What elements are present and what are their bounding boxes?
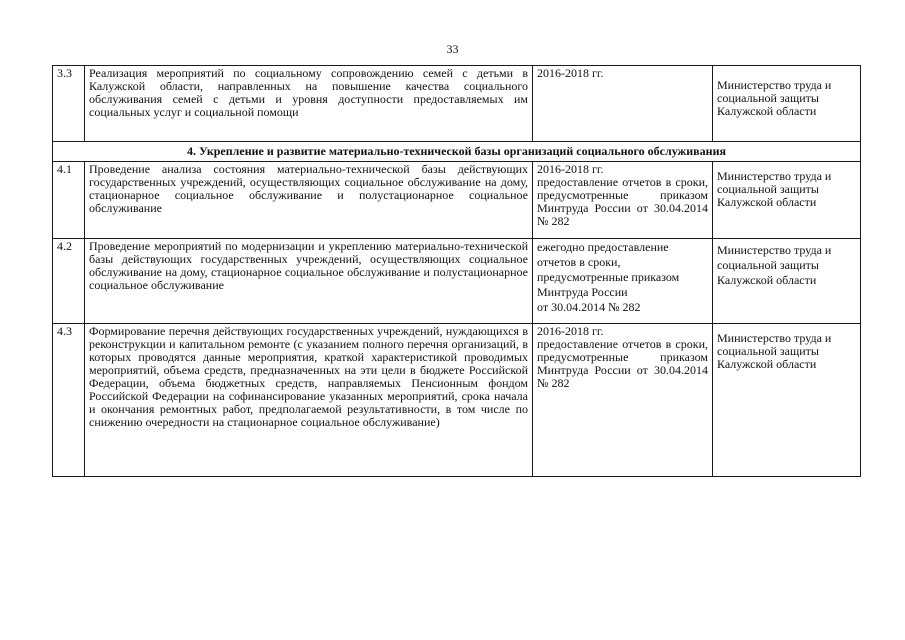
measure-name: Проведение анализа состояния материально-технической базы действующих государственных учреждений, осуществляющих социальное обслуживание на дому, стационарное социальное обслуживание и полустационарное социальное обслуживание: [85, 162, 533, 239]
measure-executor: [713, 324, 861, 477]
term-line: 2016-2018 гг.: [537, 162, 604, 176]
term-line: 2016-2018 гг.: [537, 66, 604, 80]
page-number: 33: [446, 42, 459, 56]
row-number: 4.2: [53, 239, 85, 324]
term-line: ежегодно предоставление отчетов в сроки, предусмотренные приказом Минтруда России: [537, 240, 680, 299]
table-row: [53, 324, 861, 477]
executor-text: Министерство труда и социальной защиты Калужской области: [717, 169, 832, 209]
executor-text: Министерство труда и социальной защиты Калужской области: [717, 78, 832, 118]
measure-term: [533, 162, 713, 239]
table-row: [53, 66, 861, 142]
measure-executor: [713, 66, 861, 142]
measure-term: [533, 324, 713, 477]
measure-name: Формирование перечня действующих государственных учреждений, нуждающихся в реконструкции и капитальном ремонте (с указанием полного перечня организаций, в которых проводятся данные мероприятия, краткой характеристикой проводимых мероприятий, объема средств, предназначенных на эти цели в бюджете Российской Федерации, объема бюджетных средств, направляемых Пенсионным фондом Российской Федерации на софинансирование указанных мероприятий, срока начала и окончания ремонтных работ, предполагаемой результативности, в том числе по снижению очередности на стационарное социальное обслуживание): [85, 324, 533, 477]
section-heading-row: [53, 142, 861, 162]
term-line: предоставление отчетов в сроки, предусмотренные приказом Минтруда России от 30.04.2014 № 282: [537, 175, 708, 228]
term-line: 2016-2018 гг.: [537, 324, 604, 338]
executor-text: Министерство труда и социальной защиты Калужской области: [717, 243, 832, 287]
measure-name: Проведение мероприятий по модернизации и укреплению материально-технической базы действующих государственных учреждений, осуществляющих социальное обслуживание на дому, стационарное социальное обслуживание и полустационарное социальное обслуживание: [85, 239, 533, 324]
measure-executor: [713, 239, 861, 324]
executor-text: Министерство труда и социальной защиты Калужской области: [717, 331, 832, 371]
term-line: предоставление отчетов в сроки, предусмотренные приказом Минтруда России от 30.04.2014 № 282: [537, 337, 708, 390]
row-number: 3.3: [53, 66, 85, 142]
term-line: от 30.04.2014 № 282: [537, 300, 641, 314]
row-number: 4.3: [53, 324, 85, 477]
plan-table: [52, 65, 861, 477]
measure-executor: [713, 162, 861, 239]
section-heading: 4. Укрепление и развитие материально-технической базы организаций социального обслуживания: [53, 142, 861, 162]
table-row: [53, 239, 861, 324]
table-row: [53, 162, 861, 239]
row-number: 4.1: [53, 162, 85, 239]
measure-term: [533, 239, 713, 324]
measure-name: Реализация мероприятий по социальному сопровождению семей с детьми в Калужской области, направленных на повышение качества социального обслуживания семей с детьми и уровня доступности предоставляемых им социальных услуг и социальной помощи: [85, 66, 533, 142]
measure-term: [533, 66, 713, 142]
